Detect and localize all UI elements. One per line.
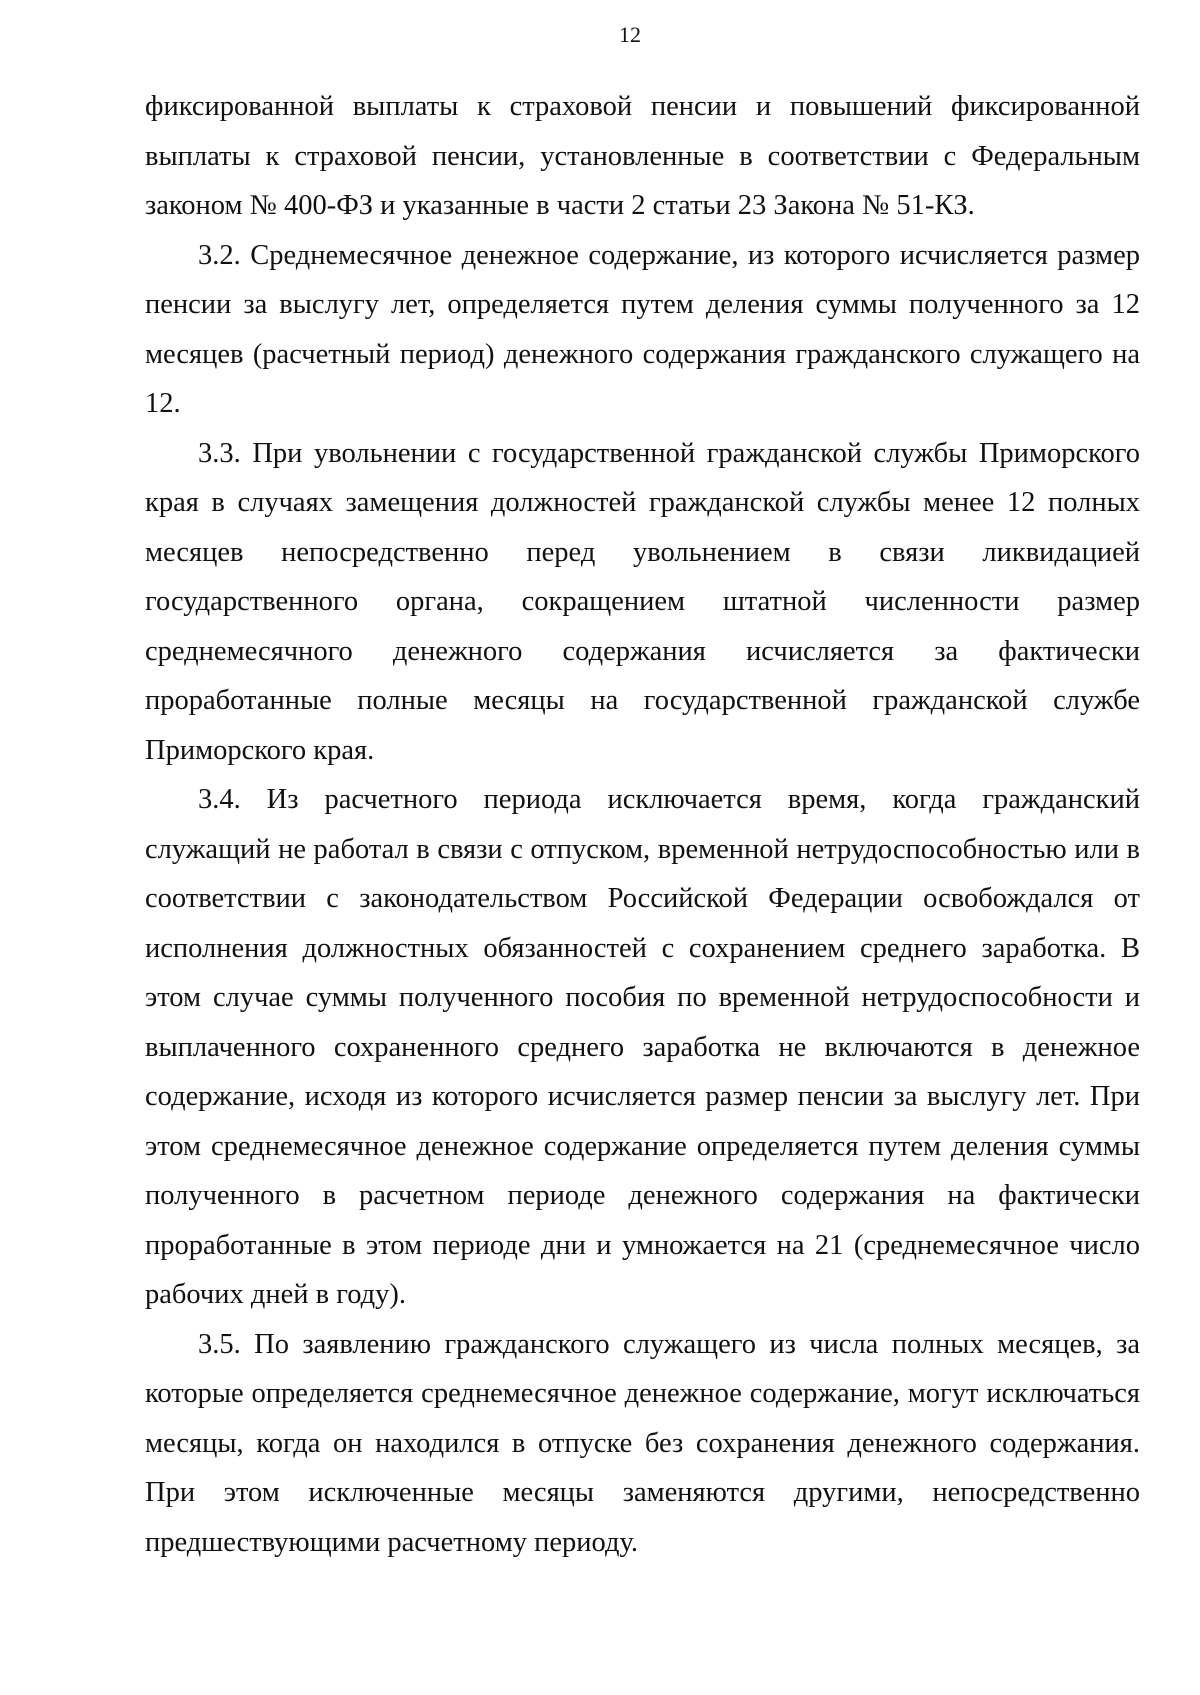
paragraph-3-5: 3.5. По заявлению гражданского служащего из числа полных месяцев, за которые определяется среднемесячное денежное содержание, могут исключаться месяцы, когда он находился в отпуске без сохранения денежного содержания. При этом исключенные месяцы заменяются другими, непосредственно предшествующими расчетному периоду. (145, 1328, 1140, 1558)
paragraph-3-4: 3.4. Из расчетного периода исключается время, когда гражданский служащий не работал в связи с отпуском, временной нетрудоспособностью или в соответствии с законодательством Российской Федерации освобождался от исполнения должностных обязанностей с сохранением среднего заработка. В этом случае суммы полученного пособия по временной нетрудоспособности и выплаченного сохраненного среднего заработка не включаются в денежное содержание, исходя из которого исчисляется размер пенсии за выслугу лет. При этом среднемесячное денежное содержание определяется путем деления суммы полученного в расчетном периоде денежного содержания на фактически проработанные в этом периоде дни и умножается на 21 (среднемесячное число рабочих дней в году). (145, 784, 1140, 1310)
paragraph-3-2: 3.2. Среднемесячное денежное содержание, из которого исчисляется размер пенсии за выслугу лет, определяется путем деления суммы полученного за 12 месяцев (расчетный период) денежного содержания гражданского служащего на 12. (145, 239, 1140, 419)
page-number: 12 (619, 22, 641, 47)
paragraph-continuation: фиксированной выплаты к страховой пенсии и повышений фиксированной выплаты к страховой пенсии, установленные в соответствии с Федеральным законом № 400-ФЗ и указанные в части 2 статьи 23 Закона № 51-КЗ. (145, 91, 1140, 221)
document-body (145, 82, 1140, 1567)
paragraph-3-3: 3.3. При увольнении с государственной гражданской службы Приморского края в случаях замещения должностей гражданской службы менее 12 полных месяцев непосредственно перед увольнением в связи ликвидацией государственного органа, сокращением штатной численности размер среднемесячного денежного содержания исчисляется за фактически проработанные полные месяцы на государственной гражданской службе Приморского края. (145, 437, 1140, 766)
